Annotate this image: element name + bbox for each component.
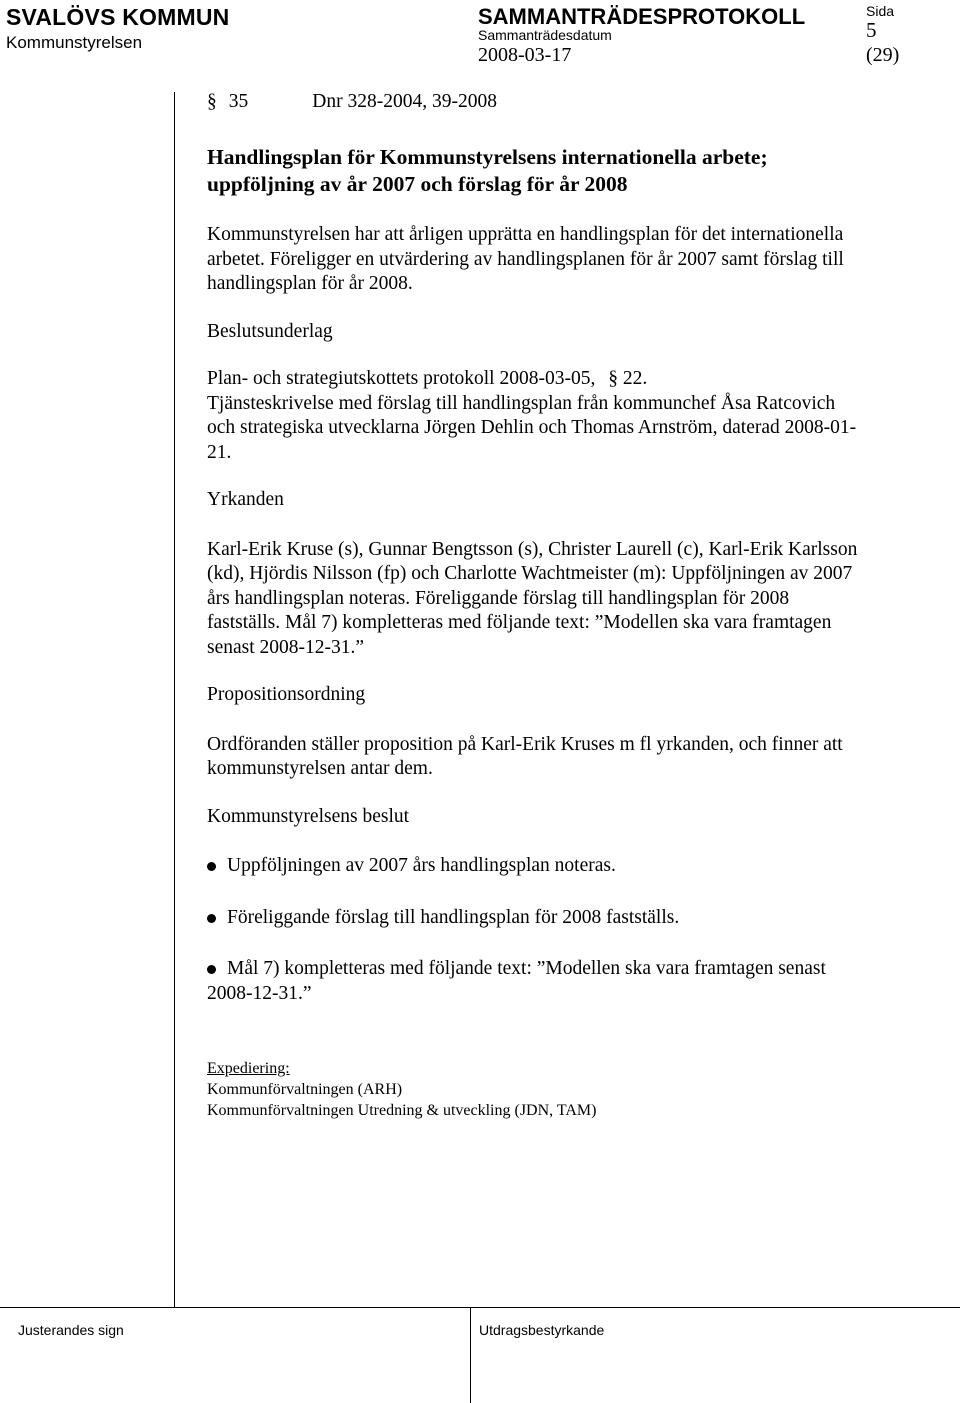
item-title-line: Handlingsplan för Kommunstyrelsens internationella arbete; — [207, 145, 768, 169]
basis-line: Plan- och strategiutskottets protokoll 2008-03-05, § 22. — [207, 368, 648, 389]
decision-heading: Kommunstyrelsens beslut — [207, 805, 410, 827]
intro-text — [207, 223, 907, 297]
footer-divider — [470, 1307, 471, 1403]
diary-number: Dnr 328-2004, 39-2008 — [312, 91, 497, 112]
basis-text — [207, 367, 907, 465]
bullet-icon — [207, 862, 216, 871]
intro-line: arbetet. Föreligger en utvärdering av handlingsplanen för år 2007 samt förslag till — [207, 248, 844, 270]
protocol-body — [207, 90, 907, 1121]
intro-line: Kommunstyrelsen har att årligen upprätta en handlingsplan för det internationella — [207, 224, 844, 245]
footer-extract-certification: Utdragsbestyrkande — [479, 1322, 605, 1338]
basis-line: och strategiska utvecklarna Jörgen Dehlin och Thomas Arnström, daterad 2008-01- — [207, 417, 857, 438]
decision-item: Föreliggande förslag till handlingsplan för 2008 fastställs. — [207, 906, 907, 931]
decision-list — [207, 854, 907, 1006]
proposition-heading: Propositionsordning — [207, 684, 366, 705]
basis-line: 21. — [207, 441, 232, 463]
page-total: (29) — [866, 44, 900, 66]
motions-line: Karl-Erik Kruse (s), Gunnar Bengtsson (s), Christer Laurell (c), Karl-Erik Karlsson — [207, 538, 858, 560]
motions-line: fastställs. Mål 7) kompletteras med följande text: ”Modellen ska vara framtagen — [207, 612, 832, 633]
dispatch-recipient: Kommunförvaltningen Utredning & utveckling (JDN, TAM) — [207, 1102, 597, 1119]
proposition-text — [207, 733, 907, 782]
organization-name: SVALÖVS KOMMUN — [6, 4, 230, 30]
motions-line: senast 2008-12-31.” — [207, 636, 365, 658]
dispatch-block — [207, 1058, 907, 1121]
section-sign: § — [207, 91, 217, 112]
proposition-line: Ordföranden ställer proposition på Karl-Erik Kruses m fl yrkanden, och finner att — [207, 733, 843, 755]
footer-justification-sign: Justerandes sign — [18, 1322, 124, 1338]
footer-rule — [0, 1307, 960, 1308]
decision-item-continuation: 2008-12-31.” — [207, 982, 312, 1004]
document-type: SAMMANTRÄDESPROTOKOLL — [478, 4, 806, 29]
page-number: 5 — [866, 18, 877, 42]
committee-name: Kommunstyrelsen — [6, 33, 143, 52]
bullet-icon — [207, 914, 216, 923]
page-label: Sida — [866, 3, 895, 19]
decision-item: Mål 7) kompletteras med följande text: ”Modellen ska vara framtagen senast — [207, 957, 907, 982]
motions-line: (kd), Hjördis Nilsson (fp) och Charlotte Wachtmeister (m): Uppföljningen av 2007 — [207, 563, 853, 584]
paragraph-header — [207, 90, 907, 119]
dispatch-label: Expediering: — [207, 1060, 290, 1077]
section-sign: § — [608, 368, 618, 389]
meeting-date-label: Sammanträdesdatum — [478, 27, 612, 43]
decision-item: Uppföljningen av 2007 års handlingsplan noteras. — [207, 854, 907, 879]
item-title — [207, 144, 907, 198]
motions-line: års handlingsplan noteras. Föreliggande förslag till handlingsplan för 2008 — [207, 587, 790, 609]
dispatch-recipient: Kommunförvaltningen (ARH) — [207, 1081, 403, 1098]
intro-line: handlingsplan för år 2008. — [207, 273, 413, 294]
item-title-line: uppföljning av år 2007 och förslag för år 2008 — [207, 172, 628, 196]
basis-line: Tjänsteskrivelse med förslag till handlingsplan från kommunchef Åsa Ratcovich — [207, 392, 836, 414]
motions-text — [207, 538, 907, 661]
paragraph-number: 35 — [228, 91, 249, 112]
bullet-icon — [207, 965, 216, 974]
motions-heading: Yrkanden — [207, 489, 284, 510]
basis-heading: Beslutsunderlag — [207, 320, 333, 342]
proposition-line: kommunstyrelsen antar dem. — [207, 758, 433, 779]
left-margin-rule — [174, 92, 175, 1307]
meeting-date: 2008-03-17 — [478, 44, 572, 66]
